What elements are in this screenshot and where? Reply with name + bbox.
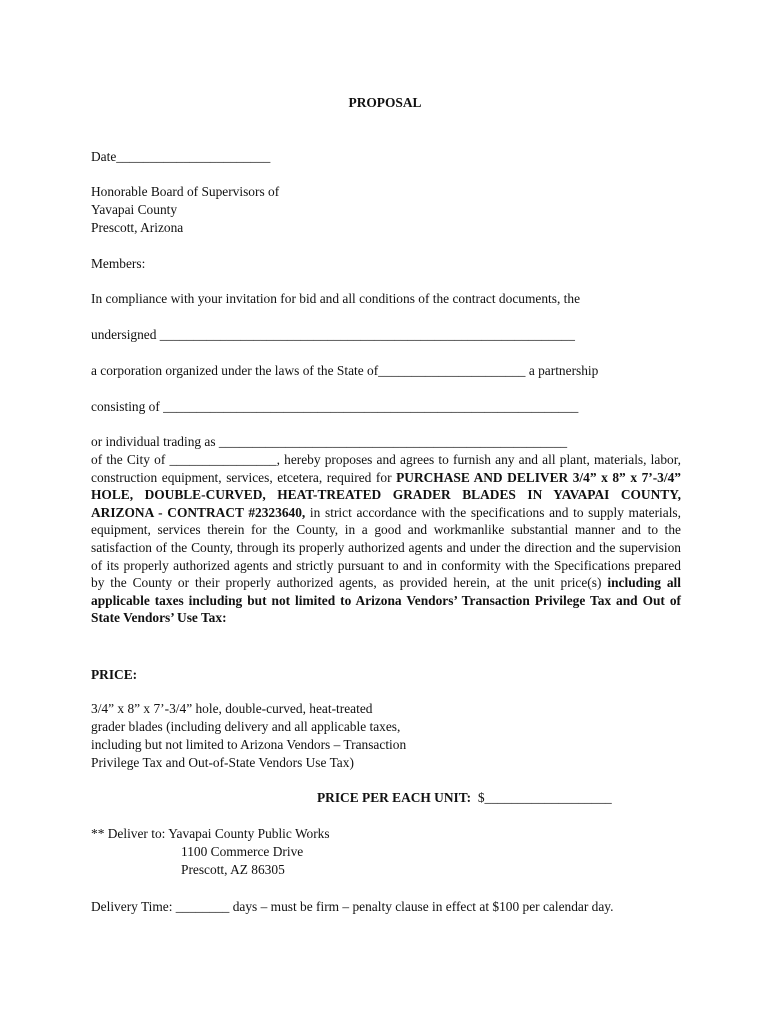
document-title: PROPOSAL <box>348 95 422 110</box>
unit-price-label: PRICE PER EACH UNIT: <box>317 790 472 805</box>
consisting-line: consisting of ______________________________________________________________ <box>91 399 579 414</box>
item-description-line-2: grader blades (including delivery and all applicable taxes, <box>91 719 401 734</box>
proposal-body-paragraph <box>91 451 681 627</box>
item-description-line-3: including but not limited to Arizona Vendors – Transaction <box>91 737 407 752</box>
contract-title-bold: PURCHASE AND DELIVER 3/4” x 8” x 7’-3/4” HOLE, DOUBLE-CURVED, HEAT-TREATED GRADER BLADES IN YAVAPAI COUNTY, ARIZONA - CONTRACT #2323640, <box>91 469 681 520</box>
addressee-line-2: Yavapai County <box>91 202 178 217</box>
unit-price-blank: $___________________ <box>477 790 612 805</box>
deliver-street: 1100 Commerce Drive <box>181 844 304 859</box>
compliance-line: In compliance with your invitation for bid and all conditions of the contract documents, the <box>91 291 581 306</box>
unit-price-spacer <box>471 790 478 805</box>
addressee-line-3: Prescott, Arizona <box>91 220 184 235</box>
price-heading: PRICE: <box>91 667 138 682</box>
corporation-line: a corporation organized under the laws of the State of______________________ a partnership <box>91 363 599 378</box>
deliver-city: Prescott, AZ 86305 <box>181 862 285 877</box>
body-text-1: of the City of ________________, hereby proposes and agrees to furnish any and all plant, materials, labor, construction equipment, services, etcetera, required for <box>91 452 681 485</box>
undersigned-line: undersigned ______________________________________________________________ <box>91 327 575 342</box>
addressee-line-1: Honorable Board of Supervisors of <box>91 184 280 199</box>
item-description-line-1: 3/4” x 8” x 7’-3/4” hole, double-curved, heat-treated <box>91 701 373 716</box>
date-line: Date_______________________ <box>91 149 271 164</box>
unit-price-row <box>317 789 612 806</box>
salutation: Members: <box>91 256 146 271</box>
body-text-2: in strict accordance with the specifications and to supply materials, equipment, services therein for the County, in a good and workmanlike substantial manner and to the satisfaction of the County, through its properly authorized agents and under the direction and the supervision of its properly authorized agents and strictly pursuant to and in conformity with the Specifications prepared by the County or their properly authorized agents, as provided herein, at the unit price(s) <box>91 504 681 591</box>
tax-clause-bold: including all applicable taxes including but not limited to Arizona Vendors’ Transaction Privilege Tax and Out of State Vendors’ Use Tax: <box>91 575 682 626</box>
individual-trading-line: or individual trading as ____________________________________________________ <box>91 434 568 449</box>
delivery-time-line: Delivery Time: ________ days – must be firm – penalty clause in effect at $100 per calendar day. <box>91 899 614 914</box>
deliver-to-line: ** Deliver to: Yavapai County Public Works <box>91 826 330 841</box>
item-description-line-4: Privilege Tax and Out-of-State Vendors Use Tax) <box>91 755 354 770</box>
